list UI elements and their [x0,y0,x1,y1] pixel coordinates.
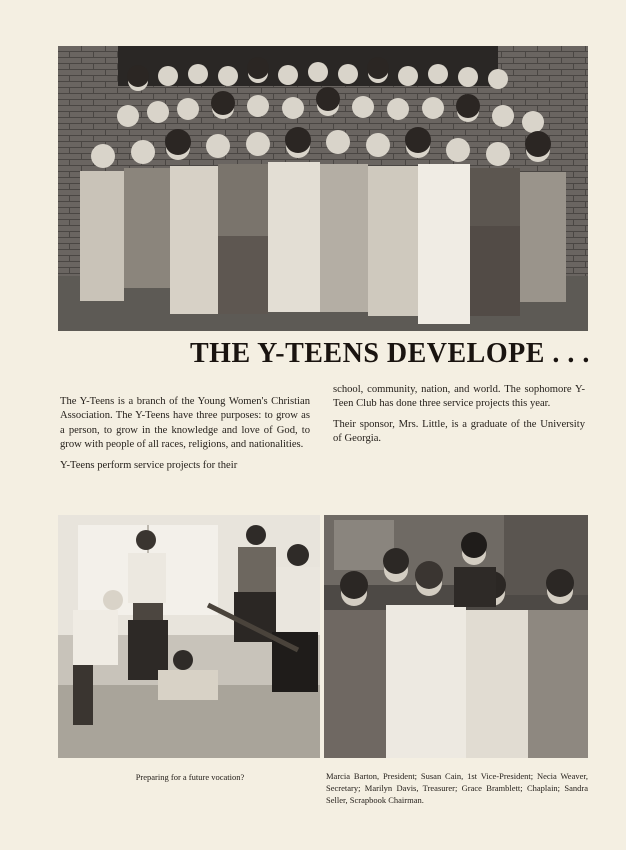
body-paragraph: Y-Teens perform service projects for their [60,459,238,471]
body-column-left [60,395,310,479]
body-paragraph: school, community, nation, and world. The sophomore Y-Teen Club has done three service projects this year. [333,384,585,410]
body-column-right [333,383,585,453]
officers-photo [324,515,588,758]
vocation-caption: Preparing for a future vocation? [135,772,245,782]
body-paragraph: Their sponsor, Mrs. Little, is a graduate of the University of Georgia. [333,418,585,445]
group-photo [58,46,588,331]
officers-photo-image [324,515,588,758]
body-paragraph: The Y-Teens is a branch of the Young Women's Christian Association. The Y-Teens have three purposes: to grow as a person, to grow in the knowledge and love of God, to grow with people of all races, religions, and nationalities. [60,396,310,451]
officers-caption: Marcia Barton, President; Susan Cain, 1st Vice-President; Necia Weaver, Secretary; Marilyn Davis, Treasurer; Grace Bramblett; Chaplain; Sandra Seller, Scrapbook Chairman. [326,771,588,805]
vocation-photo [58,515,320,758]
vocation-photo-image [58,515,320,758]
group-photo-image [58,46,588,331]
page-headline: THE Y-TEENS DEVELOPE . . . [190,338,590,369]
